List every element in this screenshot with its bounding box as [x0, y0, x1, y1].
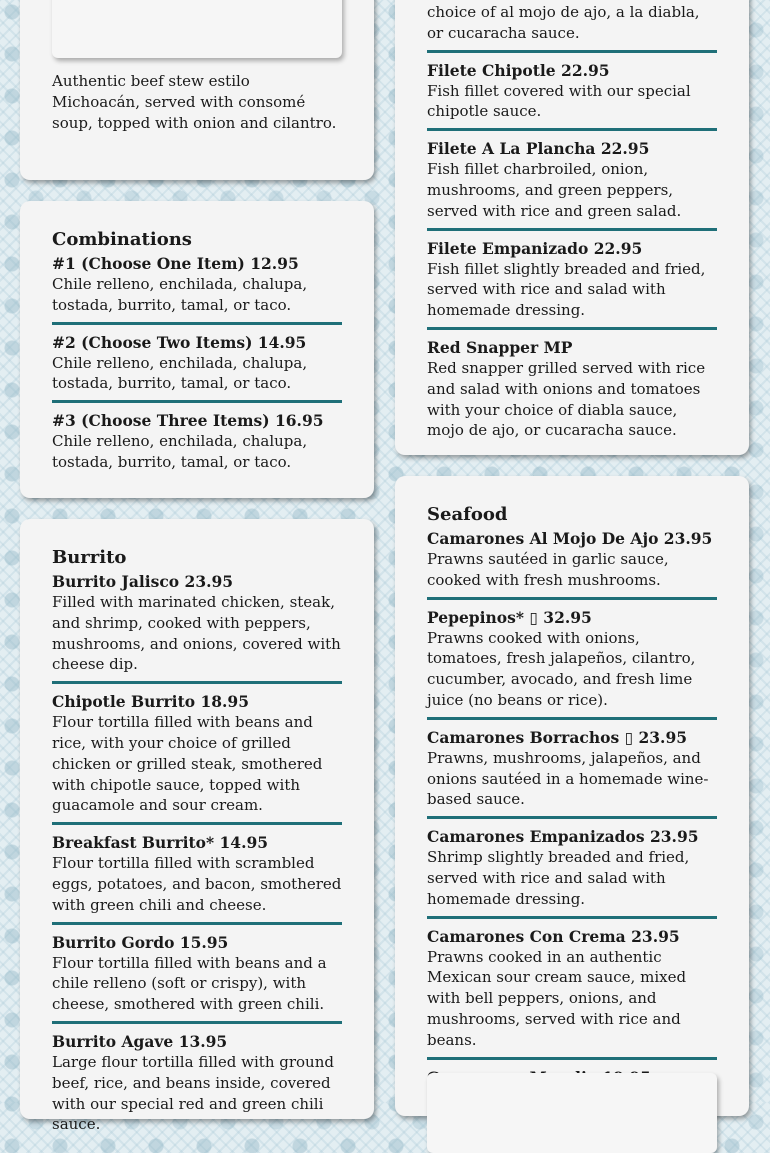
- dish-photo-placeholder: [52, 0, 342, 58]
- menu-item: [52, 833, 342, 924]
- menu-item: [427, 239, 717, 330]
- menu-item: [52, 411, 342, 479]
- dish-photo-placeholder: [427, 1073, 717, 1153]
- menu-item: [52, 254, 342, 325]
- menu-card-combinations: [20, 201, 374, 498]
- menu-item: [52, 1032, 342, 1141]
- menu-item: [427, 338, 717, 447]
- menu-card-fish: [395, 0, 749, 455]
- menu-item-name: #3 (Choose Three Items) 16.95: [52, 411, 324, 431]
- menu-item-name: Filete Empanizado 22.95: [427, 238, 643, 258]
- section-title-burrito: Burrito: [52, 547, 127, 568]
- menu-item-description: Prawns, mushrooms, jalapeños, and onions sautéed in a homemade wine-based sauce.: [427, 748, 709, 809]
- menu-item-intro: [427, 2, 717, 53]
- menu-item-description: Fish fillet slightly breaded and fried, served with rice and salad with homemade dressing.: [427, 259, 706, 320]
- menu-item-description: Red snapper grilled served with rice and salad with onions and tomatoes with your choice of diabla sauce, mojo de ajo, or cucaracha sauce.: [427, 358, 706, 440]
- menu-item: [427, 608, 717, 720]
- menu-item-name: Burrito Gordo 15.95: [52, 932, 229, 952]
- menu-item: [427, 728, 717, 819]
- section-title-combinations: Combinations: [52, 229, 192, 250]
- menu-item-description: Prawns cooked in an authentic Mexican sour cream sauce, mixed with bell peppers, onions, and mushrooms, served with rice and beans.: [427, 947, 687, 1049]
- menu-item-description: choice of al mojo de ajo, a la diabla, or cucaracha sauce.: [427, 3, 700, 42]
- menu-card-burrito: [20, 519, 374, 1134]
- menu-item: [427, 827, 717, 918]
- menu-item-name: Filete Chipotle 22.95: [427, 60, 610, 80]
- menu-item: [427, 529, 717, 600]
- menu-item-description: Prawns cooked with onions, tomatoes, fresh jalapeños, cilantro, cucumber, avocado, and fresh lime juice (no beans or rice).: [427, 628, 696, 709]
- menu-item: [52, 933, 342, 1024]
- menu-item-description: Prawns sautéed in garlic sauce, cooked with fresh mushrooms.: [427, 550, 669, 589]
- menu-item-description: Chile relleno, enchilada, chalupa, tostada, burrito, tamal, or taco.: [52, 275, 308, 314]
- menu-item-description: Fish fillet charbroiled, onion, mushrooms, and green peppers, served with rice and green salad.: [427, 160, 682, 220]
- menu-item-description: Shrimp slightly breaded and fried, served with rice and salad with homemade dressing.: [427, 848, 690, 908]
- menu-item-description: Chile relleno, enchilada, chalupa, tostada, burrito, tamal, or taco.: [52, 353, 308, 393]
- stew-description: Authentic beef stew estilo Michoacán, served with consomé soup, topped with onion and cilantro.: [52, 72, 337, 132]
- menu-item-name: Red Snapper MP: [427, 337, 573, 357]
- menu-item-description: Large flour tortilla filled with ground beef, rice, and beans inside, covered with our special red and green chili sauce.: [52, 1052, 334, 1134]
- menu-item-name: Chipotle Burrito 18.95: [52, 692, 249, 712]
- menu-item-description: Chile relleno, enchilada, chalupa, tostada, burrito, tamal, or taco.: [52, 432, 308, 471]
- menu-item-name: #2 (Choose Two Items) 14.95: [52, 332, 307, 352]
- menu-item-name: Burrito Jalisco 23.95: [52, 572, 234, 591]
- menu-item-name: Camarones Con Crema 23.95: [427, 926, 680, 946]
- menu-item: [427, 61, 717, 132]
- section-title-seafood: Seafood: [427, 504, 508, 525]
- menu-item-name: Camarones Empanizados 23.95: [427, 827, 699, 847]
- menu-item-name: Camarones Al Mojo De Ajo 23.95: [427, 529, 713, 548]
- menu-item-name: Breakfast Burrito* 14.95: [52, 833, 269, 853]
- menu-card-seafood: [395, 476, 749, 1116]
- menu-item-description: Filled with marinated chicken, steak, and shrimp, cooked with peppers, mushrooms, and onions, covered with cheese dip.: [52, 593, 341, 674]
- menu-item-description: Fish fillet covered with our special chipotle sauce.: [427, 81, 691, 121]
- menu-item-description: Flour tortilla filled with scrambled eggs, potatoes, and bacon, smothered with green chili and cheese.: [52, 854, 342, 914]
- menu-item-description: Flour tortilla filled with beans and rice, with your choice of grilled chicken or grilled steak, smothered with chipotle sauce, topped with guacamole and sour cream.: [52, 713, 323, 815]
- menu-item: [427, 927, 717, 1060]
- menu-item-description: Flour tortilla filled with beans and a chile relleno (soft or crispy), with cheese, smothered with green chili.: [52, 953, 327, 1014]
- menu-item: [52, 572, 342, 684]
- menu-item-name: Camarones Borrachos ▯ 23.95: [427, 727, 688, 747]
- menu-item-name: Burrito Agave 13.95: [52, 1031, 228, 1051]
- menu-item-name: #1 (Choose One Item) 12.95: [52, 254, 299, 273]
- menu-card-stew: [20, 0, 374, 180]
- menu-item-name: Pepepinos* ▯ 32.95: [427, 607, 592, 627]
- menu-item: [52, 333, 342, 404]
- menu-item-name: Filete A La Plancha 22.95: [427, 139, 650, 159]
- menu-item: [52, 692, 342, 825]
- menu-item: [427, 139, 717, 230]
